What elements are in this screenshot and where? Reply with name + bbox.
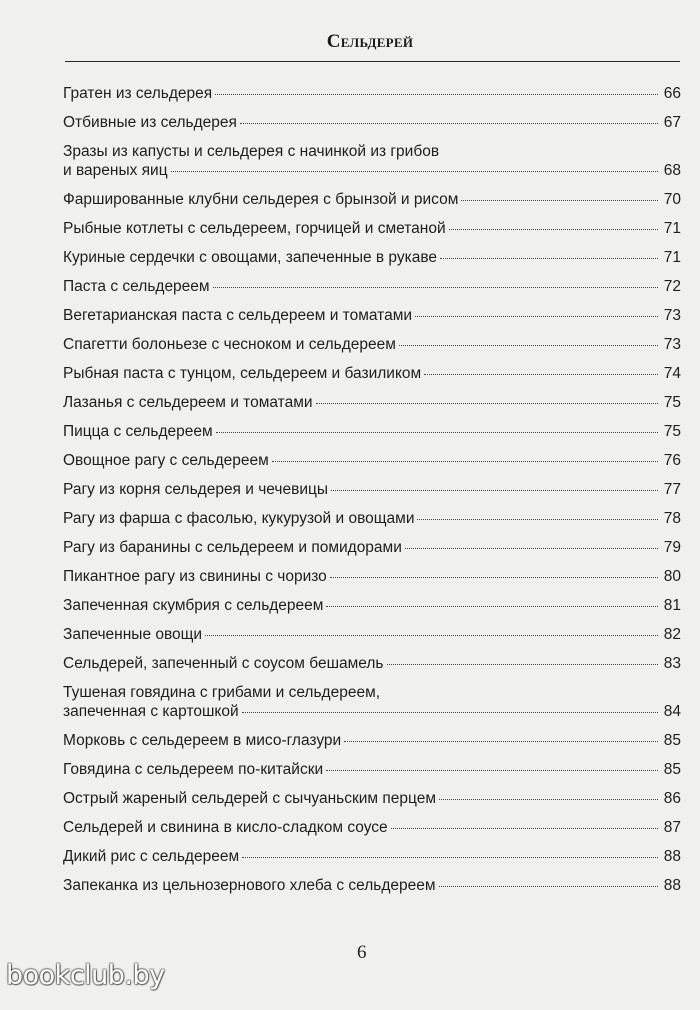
toc-entry-title: Спагетти болоньезе с чесноком и сельдереем <box>63 336 396 353</box>
dot-leader <box>171 171 658 172</box>
toc-entry-page: 67 <box>663 114 681 131</box>
dot-leader <box>316 403 658 404</box>
toc-entry-title: Дикий рис с сельдереем <box>63 848 240 865</box>
toc-entry <box>63 509 681 528</box>
dot-leader <box>461 200 658 201</box>
toc-entry <box>63 654 681 673</box>
toc-entry-title: Запеканка из цельнозернового хлеба с сельдереем <box>63 877 436 894</box>
toc-entry-line <box>63 654 681 673</box>
toc-entry-page: 68 <box>663 162 681 179</box>
toc-entry-line <box>63 422 681 441</box>
toc-entry <box>63 306 681 325</box>
toc-entry-line <box>63 335 681 354</box>
toc-entry-page: 73 <box>663 336 681 353</box>
toc-entry-line <box>63 219 681 238</box>
toc-entry-line <box>63 789 681 808</box>
dot-leader <box>391 828 658 829</box>
dot-leader <box>417 519 658 520</box>
toc-entry-page: 71 <box>663 220 681 237</box>
toc-entry-line <box>63 306 681 325</box>
toc-entry-title: Пикантное рагу из свинины с чоризо <box>63 568 327 585</box>
dot-leader <box>344 741 658 742</box>
toc-entry-title: Овощное рагу с сельдереем <box>63 452 269 469</box>
toc-entry <box>63 364 681 383</box>
toc-entry <box>63 538 681 557</box>
dot-leader <box>326 770 658 771</box>
toc-entry-line <box>63 567 681 586</box>
table-of-contents <box>63 84 681 905</box>
toc-entry-page: 84 <box>663 703 681 720</box>
toc-entry <box>63 277 681 296</box>
toc-entry <box>63 731 681 750</box>
toc-entry <box>63 789 681 808</box>
toc-entry-title: Гратен из сельдерея <box>63 85 213 102</box>
toc-entry-line <box>63 277 681 296</box>
dot-leader <box>205 635 658 636</box>
toc-entry-title: Куриные сердечки с овощами, запеченные в рукаве <box>63 249 438 266</box>
toc-entry-line <box>63 847 681 866</box>
dot-leader <box>242 712 658 713</box>
dot-leader <box>439 886 658 887</box>
toc-entry-page: 79 <box>663 539 681 556</box>
toc-entry-title: Фаршированные клубни сельдерея с брынзой и рисом <box>63 191 459 208</box>
toc-entry-title: Морковь с сельдереем в мисо-глазури <box>63 732 342 749</box>
toc-entry-title: Рагу из баранины с сельдереем и помидорами <box>63 539 402 556</box>
dot-leader <box>215 94 658 95</box>
toc-entry-line <box>63 190 681 209</box>
toc-entry-line <box>63 596 681 615</box>
toc-entry-page: 73 <box>663 307 681 324</box>
toc-entry-title: Сельдерей, запеченный с соусом бешамель <box>63 655 384 672</box>
toc-entry-page: 85 <box>663 732 681 749</box>
dot-leader <box>326 606 658 607</box>
toc-entry-line <box>63 248 681 267</box>
toc-entry-line <box>63 451 681 470</box>
toc-entry-page: 78 <box>663 510 681 527</box>
toc-entry-page: 85 <box>663 761 681 778</box>
toc-entry <box>63 683 681 721</box>
toc-entry-title: Говядина с сельдереем по-китайски <box>63 761 324 778</box>
toc-entry-page: 74 <box>663 365 681 382</box>
toc-entry <box>63 422 681 441</box>
toc-entry <box>63 760 681 779</box>
toc-entry <box>63 219 681 238</box>
dot-leader <box>240 123 658 124</box>
dot-leader <box>387 664 658 665</box>
toc-entry-title: Рагу из фарша с фасолью, кукурузой и овощами <box>63 510 415 527</box>
toc-entry-title: Паста с сельдереем <box>63 278 210 295</box>
toc-entry <box>63 451 681 470</box>
toc-entry-title: Острый жареный сельдерей с сычуаньским перцем <box>63 790 436 807</box>
toc-entry <box>63 480 681 499</box>
toc-entry <box>63 847 681 866</box>
dot-leader <box>272 461 658 462</box>
dot-leader <box>424 374 658 375</box>
toc-entry <box>63 190 681 209</box>
toc-entry-page: 66 <box>663 85 681 102</box>
dot-leader <box>439 799 658 800</box>
dot-leader <box>405 548 658 549</box>
toc-entry-title: Запеченная скумбрия с сельдереем <box>63 597 324 614</box>
page-header <box>0 0 700 80</box>
toc-entry-page: 70 <box>663 191 681 208</box>
watermark-logo: bookclub.by <box>6 960 165 991</box>
toc-entry-title: запеченная с картошкой <box>63 703 239 720</box>
toc-entry-page: 77 <box>663 481 681 498</box>
toc-entry-page: 76 <box>663 452 681 469</box>
dot-leader <box>399 345 658 346</box>
toc-entry <box>63 84 681 103</box>
dot-leader <box>213 287 658 288</box>
toc-entry <box>63 393 681 412</box>
toc-entry <box>63 335 681 354</box>
toc-entry-title: Рагу из корня сельдерея и чечевицы <box>63 481 329 498</box>
dot-leader <box>331 490 658 491</box>
dot-leader <box>440 258 658 259</box>
toc-entry <box>63 142 681 180</box>
toc-entry-page: 71 <box>663 249 681 266</box>
toc-entry-line <box>63 538 681 557</box>
toc-entry-title: Пицца с сельдереем <box>63 423 213 440</box>
toc-entry-title: Сельдерей и свинина в кисло-сладком соусе <box>63 819 388 836</box>
toc-entry-page: 75 <box>663 394 681 411</box>
toc-entry-title: Рыбные котлеты с сельдереем, горчицей и сметаной <box>63 220 446 237</box>
toc-entry-title: Вегетарианская паста с сельдереем и томатами <box>63 307 413 324</box>
toc-entry <box>63 596 681 615</box>
toc-entry <box>63 818 681 837</box>
toc-entry-line <box>63 876 681 895</box>
page-number: 6 <box>357 942 367 963</box>
toc-entry-title-line: Зразы из капусты и сельдерея с начинкой из грибов <box>63 143 440 160</box>
toc-entry-line <box>63 731 681 750</box>
toc-entry <box>63 567 681 586</box>
toc-entry-page: 80 <box>663 568 681 585</box>
toc-entry-line <box>63 113 681 132</box>
toc-entry-page: 83 <box>663 655 681 672</box>
toc-entry-page: 75 <box>663 423 681 440</box>
toc-entry-title: Отбивные из сельдерея <box>63 114 237 131</box>
dot-leader <box>415 316 658 317</box>
section-title: Сельдерей <box>326 31 414 52</box>
toc-entry-page: 82 <box>663 626 681 643</box>
toc-entry-page: 72 <box>663 278 681 295</box>
toc-entry-line <box>63 625 681 644</box>
dot-leader <box>242 857 658 858</box>
toc-entry-line <box>63 393 681 412</box>
toc-entry-title: и вареных яиц <box>63 162 168 179</box>
toc-entry-line <box>63 84 681 103</box>
toc-entry <box>63 625 681 644</box>
toc-entry-line <box>63 509 681 528</box>
header-divider <box>65 61 680 62</box>
toc-entry <box>63 876 681 895</box>
toc-entry-line <box>63 480 681 499</box>
toc-entry-title: Запеченные овощи <box>63 626 203 643</box>
toc-entry-line <box>63 702 681 721</box>
toc-entry-page: 81 <box>663 597 681 614</box>
toc-entry-page: 88 <box>663 848 681 865</box>
dot-leader <box>449 229 658 230</box>
toc-entry-line <box>63 161 681 180</box>
toc-entry-page: 86 <box>663 790 681 807</box>
toc-entry-title-line: Тушеная говядина с грибами и сельдереем, <box>63 684 381 701</box>
dot-leader <box>216 432 658 433</box>
toc-entry-line <box>63 364 681 383</box>
toc-entry-page: 88 <box>663 877 681 894</box>
toc-entry-title: Лазанья с сельдереем и томатами <box>63 394 313 411</box>
toc-entry-line <box>63 818 681 837</box>
dot-leader <box>330 577 658 578</box>
toc-entry-title: Рыбная паста с тунцом, сельдереем и базиликом <box>63 365 422 382</box>
toc-entry-page: 87 <box>663 819 681 836</box>
toc-entry-line <box>63 760 681 779</box>
toc-entry <box>63 113 681 132</box>
toc-entry <box>63 248 681 267</box>
